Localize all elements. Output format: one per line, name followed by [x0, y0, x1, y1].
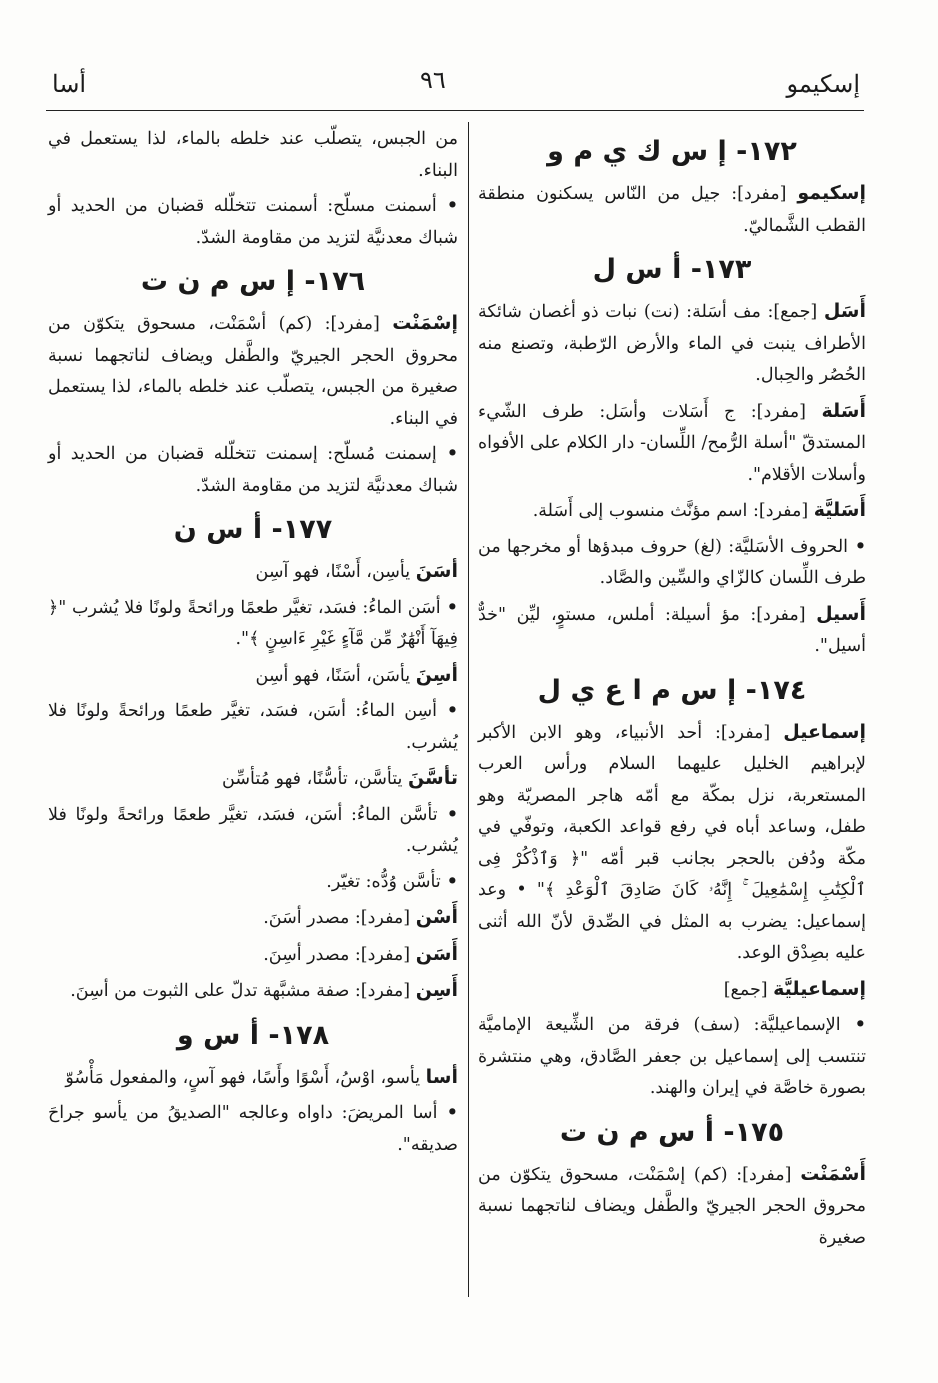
- entry-paragraph: [478, 599, 866, 663]
- bullet-icon: •: [440, 871, 458, 892]
- sense-item: [478, 532, 866, 595]
- page-header: [0, 62, 938, 104]
- bullet-icon: •: [437, 701, 459, 721]
- entry-paragraph: [478, 396, 866, 492]
- entry-paragraph: [478, 296, 866, 392]
- sense-item: [48, 800, 458, 863]
- lemma-headword: أَسَلة: [821, 399, 866, 422]
- bullet-icon: •: [848, 536, 867, 557]
- entry-paragraph: [48, 1062, 458, 1095]
- lemma-headword: أسَنَ: [415, 560, 458, 582]
- bullet-icon: •: [436, 444, 459, 464]
- page-number: ٩٦: [420, 66, 446, 94]
- entry-paragraph: [478, 1159, 866, 1255]
- sense-text: تأسَّن الماءُ: أسَن، فسَد، تغيَّر طعمًا ورائحةً ولونًا فلا يُشرب.: [48, 804, 458, 856]
- sense-item: [48, 696, 458, 759]
- entry-text: يأسِن، أَسْنًا، فهو آسِن: [255, 562, 416, 582]
- entry-text: [مفرد]: مؤ أسيلة: أملس، مستوٍ، ليِّن "خدٌّ أسيل".: [478, 604, 866, 656]
- entry-paragraph: [48, 975, 458, 1008]
- sense-item: [48, 191, 458, 254]
- bullet-icon: •: [437, 804, 459, 825]
- sense-item: [48, 867, 458, 899]
- entry-text: يأسَن، أسَنًا، فهو أسِن: [255, 665, 416, 686]
- lemma-headword: إسْمَنْت: [392, 312, 458, 334]
- sense-text: الحروف الأسَليَّة: (لغ) حروف مبدؤها أو مخرجها من طرف اللِّسان كالزّاي والسِّين والصَّاد.: [478, 536, 866, 588]
- lemma-headword: أَسَل: [823, 300, 866, 322]
- bullet-icon: •: [437, 1103, 458, 1123]
- entry-paragraph: [478, 495, 866, 528]
- sense-text: أسا المريضَ: داواه وعالجه "الصديقُ من يأسو جراحَ صديقه".: [48, 1103, 458, 1155]
- entry-paragraph: [48, 939, 458, 972]
- entry-text: [مفرد]: صفة مشبَّهة تدلّ على الثبوت من أسِنَ.: [70, 981, 416, 1001]
- root-heading: ١٧٨- أ س و: [176, 1019, 330, 1051]
- entry-text: [مفرد]: اسم مؤنَّث منسوب إلى أَسَلة.: [532, 501, 814, 521]
- sense-text: تأسَّن وُدُّه: تغيّر.: [326, 871, 441, 892]
- entry-paragraph: [478, 717, 866, 970]
- lemma-headword: تأسَّنَ: [407, 767, 458, 789]
- sense-item: [48, 593, 458, 656]
- lemma-headword: أَسيل: [816, 602, 866, 625]
- entry-paragraph: [48, 902, 458, 935]
- lemma-headword: أَسَن: [415, 942, 458, 965]
- root-heading: ١٧٤- إ س م ا ع ي ل: [537, 674, 807, 706]
- sense-text: الإسماعيليَّة: (سف) فرقة من الشِّيعة الإماميَّة تنتسب إلى إسماعيل بن جعفر الصَّادق، وهي منتشرة بصورة خاصَّة في إيران والهند.: [478, 1015, 866, 1098]
- root-heading: ١٧٧- أ س ن: [173, 514, 333, 545]
- entry-text: يأسو، اوْسُ، أَسْوًا وأَسًا، فهو آسٍ، والمفعول مَأْسُوّ: [65, 1067, 426, 1088]
- root-heading: ١٧٣- أ س ل: [592, 254, 752, 285]
- lemma-headword: أسا: [425, 1065, 458, 1088]
- entry-text: [مفرد]: أحد الأنبياء، وهو الابن الأكبر لإبراهيم الخليل عليهما السلام ورأس العرب المستعربة، نزل بمكّة مع أمّه هاجر المصريّة وهو طفل، وساعد أباه في رفع قواعد الكعبة، وتوفّي في مكّة ودُفن بالحجر بجانب قبر أمّه "﴿ وَٱذْكُرْ فِى ٱلْكِتَٰبِ إِسْمَٰعِيلَ ۚ إِنَّهُۥ كَانَ صَادِقَ ٱلْوَعْدِ ﴾" • وعد إسماعيل: يضرب به المثل في الصِّدق لأنّ الله أثنى عليه بصِدْق الوعد.: [478, 722, 866, 963]
- lemma-headword: إسماعيل: [783, 720, 866, 743]
- entry-paragraph: [48, 763, 458, 796]
- entry-text: [جمع]: مف أسَلة: (نت) نبات ذو أغصان شائكة الأطراف ينبت في الماء والأرض الرّطبة، وتصنع منه الحُصُر والحِبال.: [478, 302, 866, 385]
- header-guide-word-left: أسا: [52, 70, 87, 98]
- entry-paragraph: [48, 308, 458, 435]
- lemma-headword: إسكيمو: [797, 182, 866, 204]
- sense-text: إسمنت مُسلّح: إسمنت تتخلّله قضبان من الحديد أو شباك معدنيَّة لتزيد من مقاومة الشدّ.: [48, 444, 458, 496]
- sense-text: أسمنت مسلّح: أسمنت تتخلّله قضبان من الحديد أو شباك معدنيَّة لتزيد من مقاومة الشدّ.: [48, 196, 458, 248]
- entry-paragraph: [48, 556, 458, 589]
- entry-text: من الجبس، يتصلّب عند خلطه بالماء، لذا يستعمل في البناء.: [48, 129, 458, 181]
- bullet-icon: •: [840, 1015, 866, 1035]
- entry-text: [مفرد]: (كم) إسْمَنْت، مسحوق يتكوّن من محروق الحجر الجيريّ والطَّفل ويضاف لناتجهما نسبة صغيرة: [478, 1164, 866, 1248]
- lemma-headword: إسماعيليَّة: [773, 977, 866, 1000]
- left-column: [48, 124, 458, 1165]
- lemma-headword: أَسْن: [415, 906, 458, 928]
- sense-text: أسَن الماءُ: فسَد، تغيَّر طعمًا ورائحةً ولونًا فلا يُشرب "﴿ فِيهَآ أَنْهَٰرٌ مِّن مَّآءٍ غَيْرِ ءَاسِنٍ ﴾".: [48, 597, 458, 649]
- entry-text: [مفرد]: (كم) أسْمَنْت، مسحوق يتكوّن من محروق الحجر الجيريّ والطَّفل ويضاف لناتجهما نسبة صغيرة من الجبس، يتصلّب عند خلطه بالماء، لذا يستعمل في البناء.: [48, 314, 458, 429]
- entry-text: [مفرد]: مصدر أسِنَ.: [263, 944, 416, 965]
- entry-text: [مفرد]: ج أَسَلات وأسَل: طرف الشّيء المستدقّ "أسلة الرُّمح/ اللِّسان- دار الكلام على الأفواه وأسلات الأقلام".: [478, 401, 866, 485]
- entry-text: [مفرد]: جيل من النّاس يسكنون منطقة القطب الشَّماليّ.: [478, 184, 866, 236]
- entry-paragraph: [478, 178, 866, 242]
- root-heading: ١٧٦- إ س م ن ت: [140, 266, 366, 297]
- sense-item: [478, 1010, 866, 1105]
- entry-paragraph: [478, 974, 866, 1007]
- right-column: [478, 124, 866, 1258]
- sense-item: [48, 439, 458, 502]
- bullet-icon: •: [440, 597, 458, 618]
- entry-text: [مفرد]: مصدر أسَنَ.: [263, 908, 416, 928]
- header-rule: [46, 110, 864, 111]
- sense-text: أسِن الماءُ: أسَن، فسَد، تغيَّر طعمًا ورائحةً ولونًا فلا يُشرب.: [48, 701, 458, 753]
- lemma-headword: أَسْمَنْت: [800, 1162, 866, 1185]
- lemma-headword: أَسِن: [415, 979, 458, 1001]
- entry-paragraph: [48, 660, 458, 693]
- lemma-headword: أسِنَ: [415, 663, 458, 686]
- header-guide-word-right: إسكيمو: [786, 70, 860, 98]
- entry-text: يتأسَّن، تأسُّنًا، فهو مُتأسِّن: [222, 769, 408, 789]
- column-divider: [468, 122, 469, 1297]
- lemma-headword: أَسَليَّة: [813, 499, 866, 521]
- bullet-icon: •: [436, 196, 459, 216]
- entry-text: [جمع]: [723, 979, 774, 1000]
- root-heading: ١٧٢- إ س ك ي م و: [547, 136, 797, 167]
- root-heading: ١٧٥- أ س م ن ت: [559, 1116, 785, 1148]
- sense-item: [48, 1098, 458, 1161]
- entry-paragraph: [48, 124, 458, 187]
